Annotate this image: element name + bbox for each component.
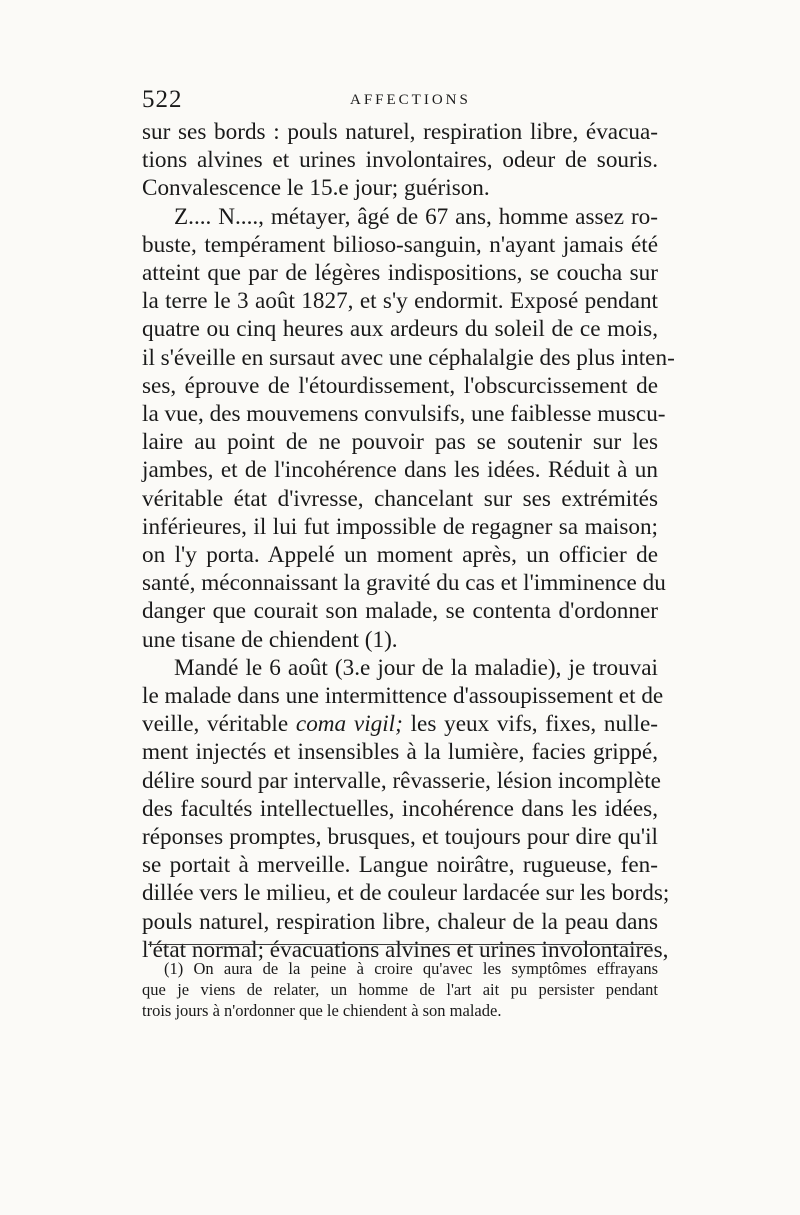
footnote-line: trois jours à n'ordonner que le chiendent à son malade.: [142, 1001, 502, 1020]
text-line: tions alvines et urines involontaires, odeur de souris.: [142, 147, 658, 174]
text-line: ment injectés et insensibles à la lumière, facies grippé,: [142, 739, 658, 766]
text-line: véritable état d'ivresse, chancelant sur ses extrémités: [142, 485, 658, 512]
text-line: danger que courait son malade, se contenta d'ordonner: [142, 598, 658, 625]
text-line: des facultés intellectuelles, incohérence dans les idées,: [142, 795, 658, 822]
text-line: dillée vers le milieu, et de couleur lardacée sur les bords;: [142, 880, 670, 907]
text-line: inférieures, il lui fut impossible de regagner sa maison;: [142, 513, 658, 540]
text-line-with-italic: [142, 710, 658, 738]
text-line: la terre le 3 août 1827, et s'y endormit. Exposé pendant: [142, 288, 658, 315]
text-line: ses, éprouve de l'étourdissement, l'obscurcissement de: [142, 372, 658, 399]
text-line: on l'y porta. Appelé un moment après, un officier de: [142, 542, 658, 569]
text-line: se portait à merveille. Langue noirâtre, rugueuse, fen-: [142, 852, 658, 879]
text-line: le malade dans une intermittence d'assoupissement et de: [142, 683, 664, 710]
text-line: Z.... N...., métayer, âgé de 67 ans, homme assez ro-: [174, 203, 658, 230]
footnote: [142, 958, 658, 1021]
text-line: délire sourd par intervalle, rêvasserie, lésion incomplète: [142, 767, 661, 794]
footnote-line: (1) On aura de la peine à croire qu'avec les symptômes effrayans: [164, 959, 658, 978]
text-line: une tisane de chiendent (1).: [142, 626, 398, 653]
text-segment: les yeux vifs, fixes, nulle-: [402, 711, 658, 738]
text-line: buste, tempérament bilioso-sanguin, n'ayant jamais été: [142, 231, 658, 258]
text-line: la vue, des mouvemens convulsifs, une faiblesse muscu-: [142, 401, 666, 428]
text-line: atteint que par de légères indispositions, se coucha sur: [142, 260, 658, 287]
text-line: jambes, et de l'incohérence dans les idées. Réduit à un: [142, 457, 658, 484]
footnote-divider: [148, 944, 652, 945]
italic-term: coma vigil;: [295, 711, 403, 738]
text-line: il s'éveille en sursaut avec une céphalalgie des plus inten-: [142, 344, 675, 371]
text-segment: veille, véritable: [142, 711, 296, 738]
page-header: [142, 86, 662, 122]
text-line: pouls naturel, respiration libre, chaleur de la peau dans: [142, 908, 658, 935]
main-text: [142, 118, 675, 964]
text-line: Mandé le 6 août (3.e jour de la maladie), je trouvai: [174, 654, 658, 681]
footnote-line: que je viens de relater, un homme de l'art ait pu persister pendant: [142, 980, 658, 999]
text-line: réponses promptes, brusques, et toujours pour dire qu'il: [142, 824, 658, 851]
text-line: santé, méconnaissant la gravité du cas et l'imminence du: [142, 570, 666, 597]
running-title: AFFECTIONS: [350, 92, 471, 108]
text-line: Convalescence le 15.e jour; guérison.: [142, 175, 490, 202]
text-line: quatre ou cinq heures aux ardeurs du soleil de ce mois,: [142, 316, 658, 343]
page-number: 522: [142, 86, 183, 113]
text-line: sur ses bords : pouls naturel, respiration libre, évacua-: [142, 119, 658, 145]
text-line: l'état normal; évacuations alvines et urines involontaires,: [142, 936, 669, 963]
text-line: laire au point de ne pouvoir pas se soutenir sur les: [142, 429, 658, 456]
